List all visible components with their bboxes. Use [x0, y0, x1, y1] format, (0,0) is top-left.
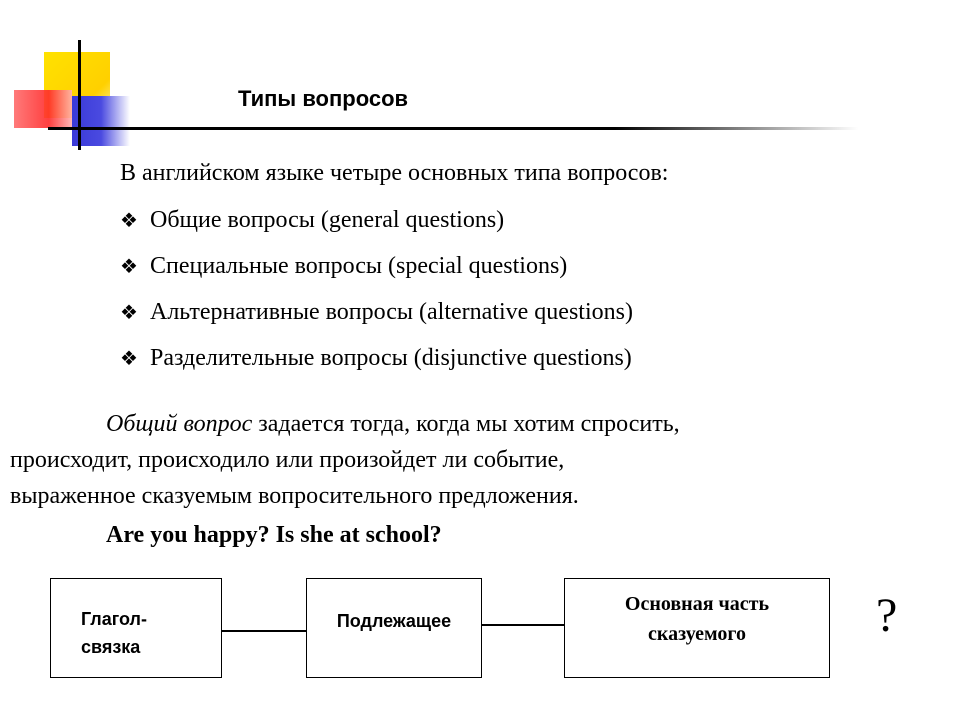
list-item: ❖ Специальные вопросы (special questions) [120, 250, 633, 296]
connector-line [482, 624, 564, 626]
decor-vertical-line [78, 40, 81, 150]
diamond-quad-bullet-icon: ❖ [120, 346, 138, 370]
box-linking-verb [50, 578, 222, 678]
intro-text: В английском языке четыре основных типа вопросов: [120, 160, 669, 186]
box-linking-verb-line1: Глагол- [81, 609, 147, 629]
box-subject [306, 578, 482, 678]
box-linking-verb-line2: связка [81, 637, 141, 657]
question-types-list [120, 204, 633, 388]
list-item: ❖ Общие вопросы (general questions) [120, 204, 633, 250]
decor-red-square [14, 90, 72, 128]
term-general-question: Общий вопрос [106, 411, 253, 437]
connector-line [222, 630, 306, 632]
example-sentences: Are you happy? Is she at school? [106, 522, 442, 548]
paragraph-line-1: Общий вопрос задается тогда, когда мы хотим спросить, [106, 411, 680, 437]
general-question-paragraph [10, 406, 950, 514]
title-underline [48, 127, 858, 130]
box-main-predicate-line1: Основная часть [624, 593, 770, 615]
box-subject-label: Подлежащее [336, 611, 452, 631]
list-item: ❖ Разделительные вопросы (disjunctive questions) [120, 342, 633, 388]
paragraph-line-2: происходит, происходило или произойдет ли событие, [10, 447, 565, 473]
diamond-quad-bullet-icon: ❖ [120, 300, 138, 324]
diamond-quad-bullet-icon: ❖ [120, 208, 138, 232]
box-main-predicate-line2: сказуемого [648, 623, 746, 645]
list-item: ❖ Альтернативные вопросы (alternative questions) [120, 296, 633, 342]
paragraph-line-3: выраженное сказуемым вопросительного предложения. [10, 483, 579, 509]
slide-title: Типы вопросов [238, 86, 409, 111]
diamond-quad-bullet-icon: ❖ [120, 254, 138, 278]
box-main-predicate [564, 578, 830, 678]
question-mark: ? [876, 589, 898, 642]
